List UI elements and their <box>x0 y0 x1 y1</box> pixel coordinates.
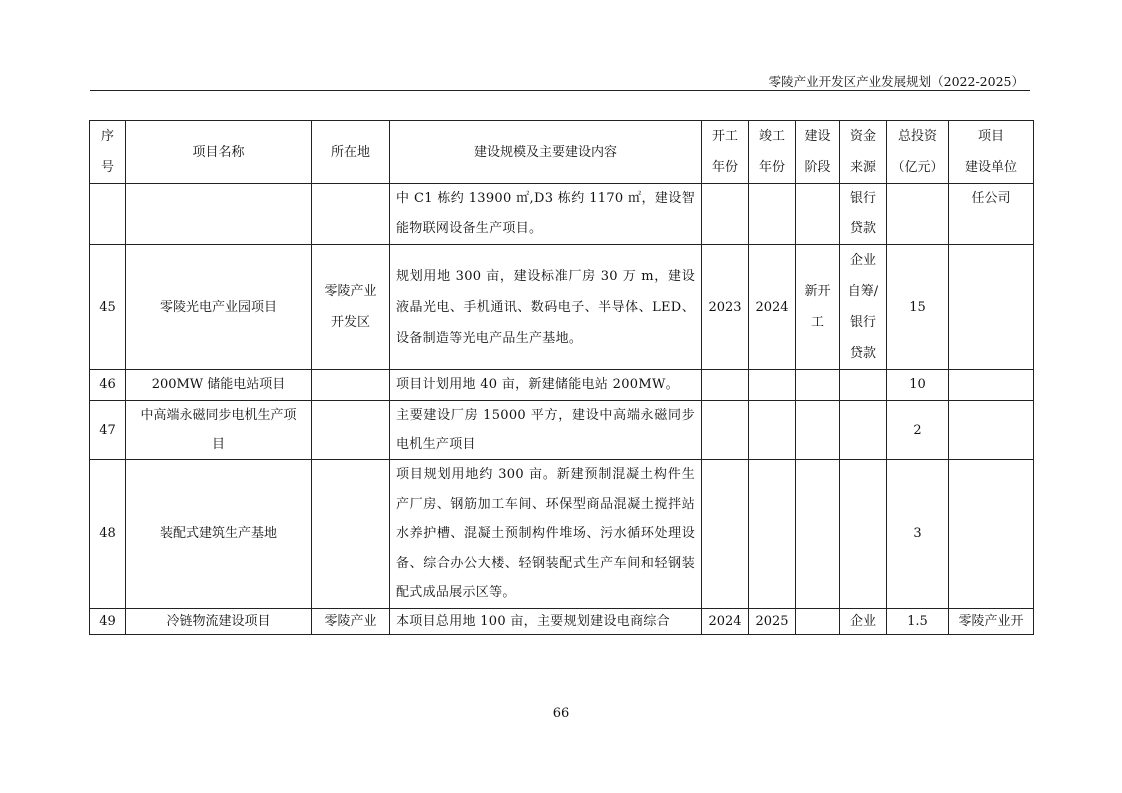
header-cell: 项目名称 <box>126 121 312 184</box>
end-year: 2024 <box>749 245 796 370</box>
header-cell: 项目 建设单位 <box>949 121 1034 184</box>
total-investment: 1.5 <box>887 608 949 634</box>
header-cell: 总投资 （亿元） <box>887 121 949 184</box>
header-cell: 序 号 <box>90 121 126 184</box>
page-number: 66 <box>552 706 570 721</box>
project-content: 规划用地 300 亩，建设标准厂房 30 万 m，建设液晶光电、手机通讯、数码电子、半导体、LED、设备制造等光电产品生产基地。 <box>390 245 702 370</box>
funding-source: 银行 贷款 <box>840 184 887 245</box>
start-year <box>702 370 749 401</box>
project-name: 中高端永磁同步电机生产项 目 <box>126 401 312 460</box>
end-year <box>749 460 796 609</box>
build-stage <box>796 370 840 401</box>
start-year <box>702 401 749 460</box>
row-number: 48 <box>90 460 126 609</box>
project-name: 200MW 储能电站项目 <box>126 370 312 401</box>
project-location: 零陵产业 开发区 <box>312 245 390 370</box>
header-cell: 资金 来源 <box>840 121 887 184</box>
document-title: 零陵产业开发区产业发展规划（2022-2025） <box>768 74 1024 89</box>
page-header <box>90 70 1030 91</box>
total-investment: 2 <box>887 401 949 460</box>
project-name: 装配式建筑生产基地 <box>126 460 312 609</box>
total-investment <box>887 184 949 245</box>
project-content: 项目规划用地约 300 亩。新建预制混凝土构件生产厂房、钢筋加工车间、环保型商品混凝土搅拌站水养护槽、混凝土预制构件堆场、污水循环处理设备、综合办公大楼、轻钢装配式生产车间和轻钢装配式成品展示区等。 <box>390 460 702 609</box>
row-number: 45 <box>90 245 126 370</box>
start-year <box>702 184 749 245</box>
build-stage <box>796 401 840 460</box>
table-header-row <box>90 121 1034 184</box>
project-content: 项目计划用地 40 亩，新建储能电站 200MW。 <box>390 370 702 401</box>
funding-source <box>840 370 887 401</box>
construction-unit <box>949 370 1034 401</box>
header-cell: 竣工 年份 <box>749 121 796 184</box>
table-row <box>90 460 1034 609</box>
table-row <box>90 608 1034 634</box>
project-location <box>312 401 390 460</box>
header-cell: 建设 阶段 <box>796 121 840 184</box>
start-year: 2023 <box>702 245 749 370</box>
construction-unit <box>949 460 1034 609</box>
build-stage <box>796 184 840 245</box>
start-year: 2024 <box>702 608 749 634</box>
project-location <box>312 184 390 245</box>
construction-unit <box>949 245 1034 370</box>
row-number: 49 <box>90 608 126 634</box>
header-cell: 所在地 <box>312 121 390 184</box>
total-investment: 3 <box>887 460 949 609</box>
end-year <box>749 184 796 245</box>
project-content: 本项目总用地 100 亩，主要规划建设电商综合 <box>390 608 702 634</box>
build-stage: 新开 工 <box>796 245 840 370</box>
end-year <box>749 401 796 460</box>
build-stage <box>796 460 840 609</box>
table-row <box>90 401 1034 460</box>
funding-source: 企业 <box>840 608 887 634</box>
construction-unit <box>949 401 1034 460</box>
project-location <box>312 460 390 609</box>
funding-source <box>840 460 887 609</box>
table-row <box>90 245 1034 370</box>
row-number: 46 <box>90 370 126 401</box>
project-table <box>89 120 1034 635</box>
header-cell: 开工 年份 <box>702 121 749 184</box>
funding-source <box>840 401 887 460</box>
project-name <box>126 184 312 245</box>
end-year: 2025 <box>749 608 796 634</box>
row-number <box>90 184 126 245</box>
project-name: 零陵光电产业园项目 <box>126 245 312 370</box>
project-name: 冷链物流建设项目 <box>126 608 312 634</box>
funding-source: 企业 自筹/ 银行 贷款 <box>840 245 887 370</box>
start-year <box>702 460 749 609</box>
project-content: 中 C1 栋约 13900 ㎡,D3 栋约 1170 ㎡，建设智能物联网设备生产项目。 <box>390 184 702 245</box>
end-year <box>749 370 796 401</box>
build-stage <box>796 608 840 634</box>
construction-unit: 零陵产业开 <box>949 608 1034 634</box>
project-location: 零陵产业 <box>312 608 390 634</box>
total-investment: 10 <box>887 370 949 401</box>
row-number: 47 <box>90 401 126 460</box>
project-location <box>312 370 390 401</box>
header-cell: 建设规模及主要建设内容 <box>390 121 702 184</box>
construction-unit: 任公司 <box>949 184 1034 245</box>
total-investment: 15 <box>887 245 949 370</box>
table-row <box>90 184 1034 245</box>
project-content: 主要建设厂房 15000 平方，建设中高端永磁同步电机生产项目 <box>390 401 702 460</box>
table-row <box>90 370 1034 401</box>
